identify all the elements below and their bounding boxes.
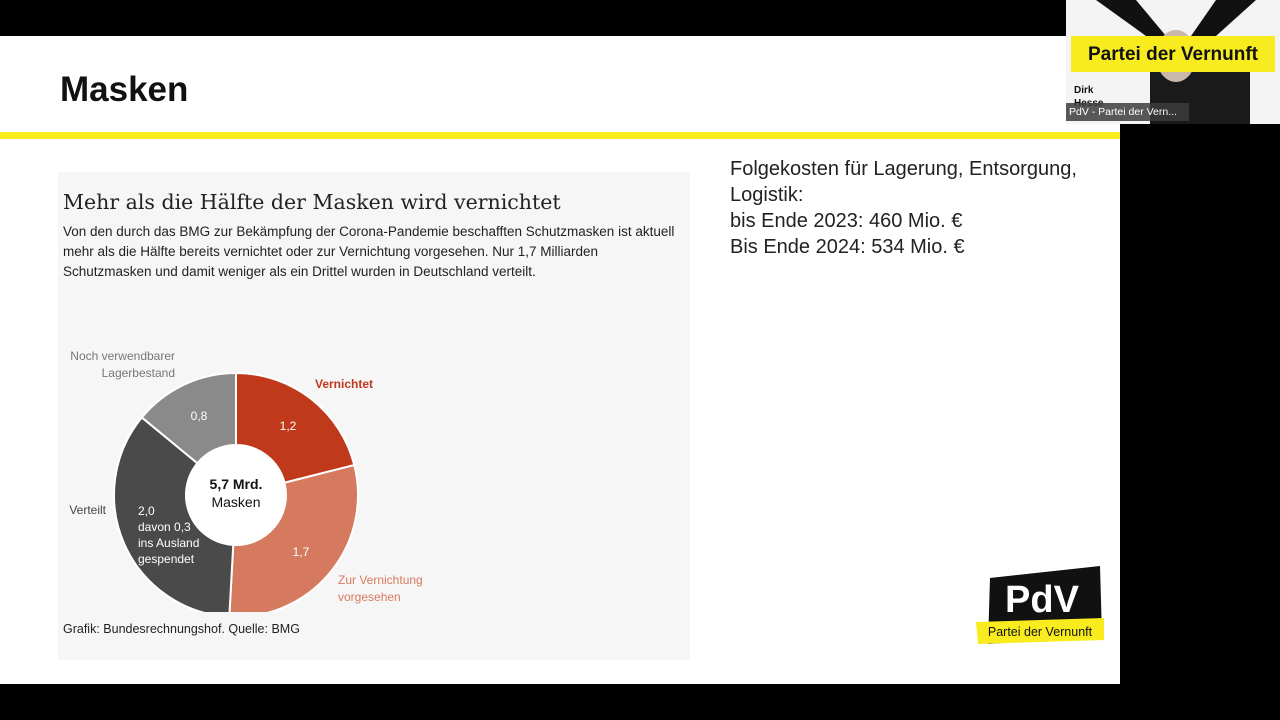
speaker-video-tile[interactable]: [1066, 0, 1280, 124]
slice-value-label: 1,7: [292, 545, 310, 559]
logo-mark: PdV: [1005, 579, 1079, 621]
pdv-logo: [972, 566, 1108, 650]
donut-slices: [114, 373, 358, 612]
chart-description: Von den durch das BMG zur Bekämpfung der Corona-Pandemie beschafften Schutzmasken ist aktuell mehr als die Hälfte bereits vernichtet oder zur Vernichtung vorgesehen. Nur 1,7 Milliarden Schutzmasken und damit weniger als ein Drittel wurden in Deutschland verteilt.: [63, 224, 675, 279]
slice-name-label: Vernichtet: [314, 377, 374, 391]
logo-subtitle: Partei der Vernunft: [987, 625, 1093, 639]
slice-value-label: 1,2: [279, 419, 297, 433]
chart-source: Grafik: Bundesrechnungshof. Quelle: BMG: [63, 622, 300, 636]
cost-line: Folgekosten für Lagerung, Entsorgung,: [730, 158, 1077, 180]
slice-name-label: vorgesehen: [338, 590, 401, 604]
chart-heading: Mehr als die Hälfte der Masken wird vernichtet: [63, 190, 561, 214]
slide-title: Masken: [60, 70, 189, 109]
slice-name-label: Lagerbestand: [101, 366, 175, 380]
donut-center-label: Masken: [211, 494, 261, 510]
slice-sub-label: gespendet: [138, 552, 195, 566]
donut-chart: [58, 172, 690, 612]
speaker-first-name: Dirk: [1074, 85, 1094, 96]
slice-name-label: Verteilt: [69, 503, 106, 517]
video-banner-text: Partei der Vernunft: [1088, 44, 1258, 65]
cost-line-2023: bis Ende 2023: 460 Mio. €: [730, 210, 963, 232]
slice-sub-label: davon 0,3: [138, 520, 191, 534]
cost-line-2024: Bis Ende 2024: 534 Mio. €: [730, 236, 965, 258]
slice-name-label: Zur Vernichtung: [338, 573, 423, 587]
cost-line: Logistik:: [730, 184, 804, 206]
title-divider: [0, 132, 1120, 139]
donut-center-value: 5,7 Mrd.: [209, 476, 263, 492]
video-caption: PdV - Partei der Vern...: [1066, 103, 1189, 121]
cost-summary: [730, 156, 1077, 260]
slice-name-label: Noch verwendbarer: [70, 349, 175, 363]
presentation-slide: [0, 36, 1120, 684]
slice-value-label: 0,8: [190, 409, 208, 423]
slice-value-label: 2,0: [138, 504, 155, 518]
slice-sub-label: ins Ausland: [138, 536, 200, 550]
chart-panel: [58, 172, 690, 660]
